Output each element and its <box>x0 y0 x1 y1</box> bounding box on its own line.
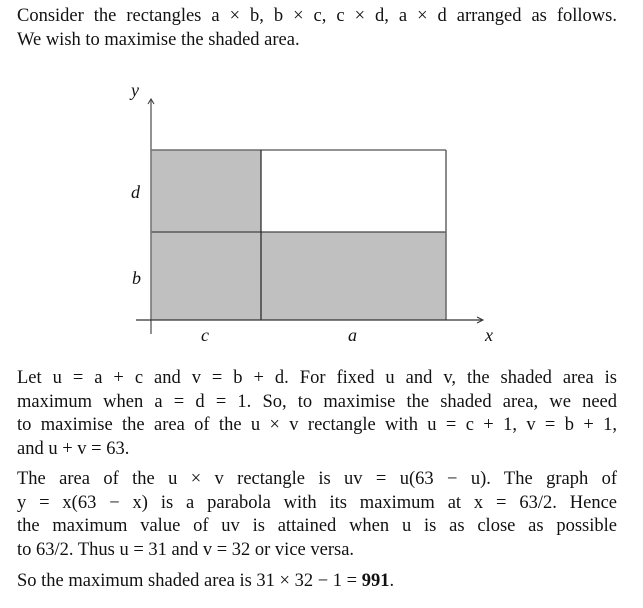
para1-line-2: maximum when a = d = 1. So, to maximise the shaded area, we need <box>17 391 617 412</box>
solution-paragraph-1 <box>17 367 617 461</box>
para2-line-1: The area of the u × v rectangle is uv = u(63 − u). The graph of <box>17 469 617 489</box>
para2-line-2: y = x(63 − x) is a parabola with its maximum at x = 63/2. Hence <box>17 492 617 513</box>
conclusion-text: So the maximum shaded area is 31 × 32 − 1 = <box>17 571 362 591</box>
solution-paragraph-2 <box>17 468 617 562</box>
x-axis-label: x <box>485 325 493 345</box>
label-a: a <box>348 325 357 345</box>
intro-line-2: We wish to maximise the shaded area. <box>17 29 300 50</box>
label-c: c <box>201 325 209 345</box>
y-axis-label: y <box>131 80 139 100</box>
rect-a-by-b <box>261 232 446 320</box>
final-answer: 991 <box>361 571 390 591</box>
conclusion-line <box>17 570 617 594</box>
para1-line-4: and u + v = 63. <box>17 438 130 459</box>
rect-a-by-d <box>261 150 446 232</box>
label-b: b <box>132 268 141 288</box>
para2-line-3: the maximum value of uv is attained when u is as close as possible <box>17 516 617 536</box>
conclusion-period: . <box>389 571 395 591</box>
para1-line-1: Let u = a + c and v = b + d. For fixed u and v, the shaded area is <box>17 368 617 388</box>
rect-c-by-b <box>151 232 261 320</box>
intro-line-1: Consider the rectangles a × b, b × c, c × d, a × d arranged as follows. <box>17 6 617 26</box>
conclusion-paragraph <box>17 570 617 594</box>
label-d: d <box>131 182 140 202</box>
para1-line-3: to maximise the area of the u × v rectangle with u = c + 1, v = b + 1, <box>17 415 617 435</box>
rect-c-by-d <box>151 150 261 232</box>
para2-line-4: to 63/2. Thus u = 31 and v = 32 or vice versa. <box>17 539 355 560</box>
